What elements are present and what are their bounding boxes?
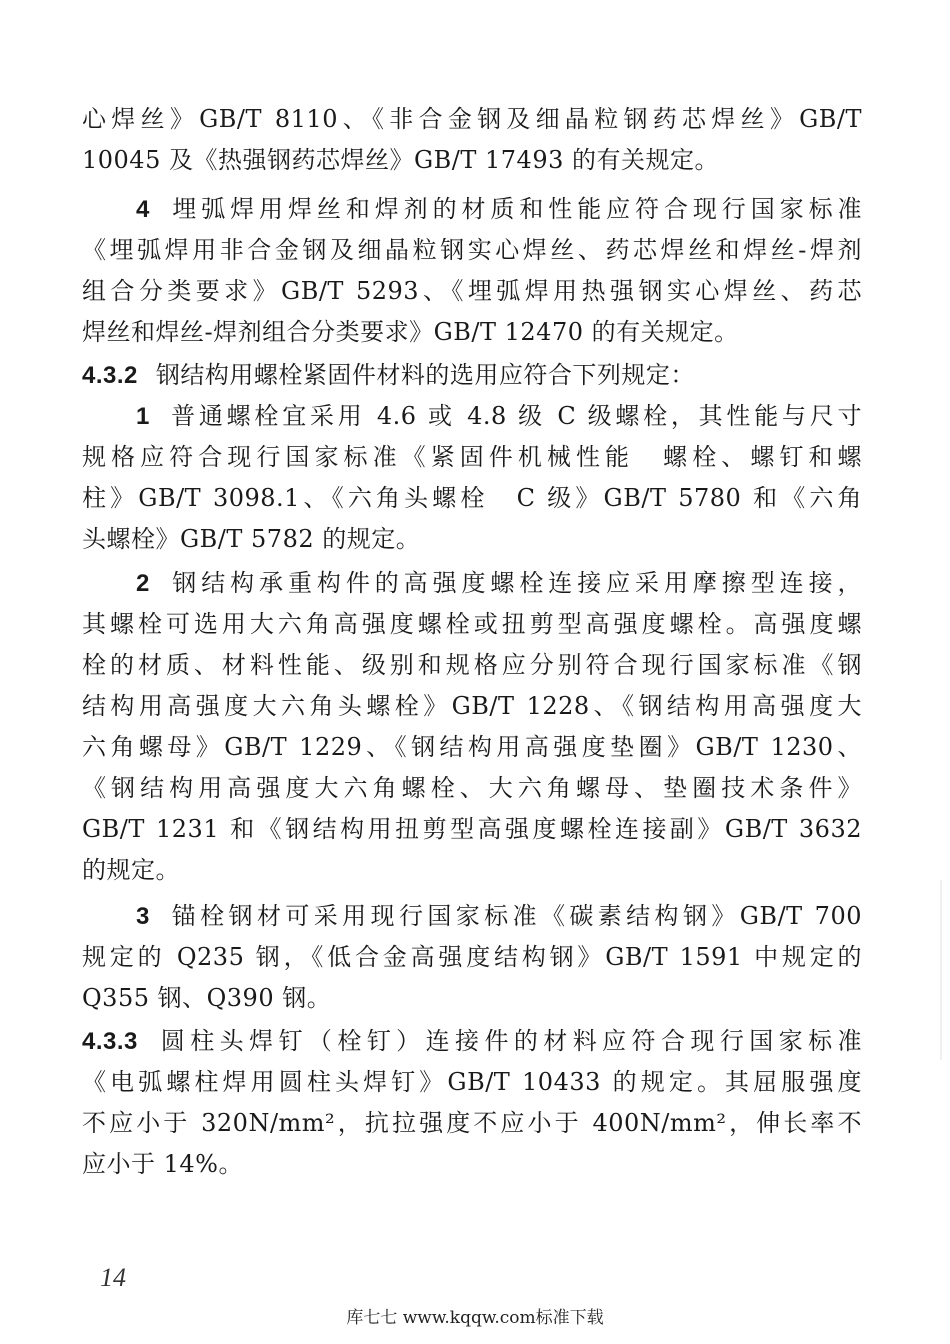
list-item-3: 3 锚栓钢材可采用现行国家标准《碳素结构钢》GB/T 700 [136, 902, 862, 930]
text-line: 规格应符合现行国家标准《紧固件机械性能 螺栓、螺钉和螺 [82, 443, 862, 471]
item-number: 1 [136, 403, 150, 430]
section-4-3-2: 4.3.2 钢结构用螺栓紧固件材料的选用应符合下列规定： [82, 361, 695, 389]
list-item-2: 2 钢结构承重构件的高强度螺栓连接应采用摩擦型连接， [136, 569, 862, 597]
text-line: 焊丝和焊丝-焊剂组合分类要求》GB/T 12470 的有关规定。 [82, 318, 739, 346]
text-line: 规定的 Q235 钢，《低合金高强度结构钢》GB/T 1591 中规定的 [82, 943, 862, 971]
text-line: Q355 钢、Q390 钢。 [82, 984, 332, 1012]
item-number: 2 [136, 570, 150, 597]
text-line: 组合分类要求》GB/T 5293、《埋弧焊用热强钢实心焊丝、药芯 [82, 277, 862, 305]
text-line: 不应小于 320N/mm²，抗拉强度不应小于 400N/mm²，伸长率不 [82, 1109, 862, 1137]
text-line: 应小于 14%。 [82, 1150, 243, 1178]
item-number: 3 [136, 903, 150, 930]
text-line: 《电弧螺柱焊用圆柱头焊钉》GB/T 10433 的规定。其屈服强度 [82, 1068, 862, 1096]
text-line: 栓的材质、材料性能、级别和规格应分别符合现行国家标准《钢 [82, 651, 862, 679]
scan-artifact [940, 880, 942, 1060]
watermark-footer: 库七七 www.kqqw.com标准下载 [346, 1308, 604, 1328]
section-number: 4.3.2 [82, 362, 138, 389]
text-line: 《钢结构用高强度大六角螺栓、大六角螺母、垫圈技术条件》 [82, 774, 862, 802]
text-line: 六角螺母》GB/T 1229、《钢结构用高强度垫圈》GB/T 1230、 [82, 733, 862, 761]
text-line: 头螺栓》GB/T 5782 的规定。 [82, 525, 421, 553]
text-line: 其螺栓可选用大六角高强度螺栓或扭剪型高强度螺栓。高强度螺 [82, 610, 862, 638]
text-line: 《埋弧焊用非合金钢及细晶粒钢实心焊丝、药芯焊丝和焊丝-焊剂 [82, 236, 862, 264]
text-line: 柱》GB/T 3098.1、《六角头螺栓 C 级》GB/T 5780 和《六角 [82, 484, 862, 512]
item-number: 4 [136, 196, 150, 223]
list-item-1: 1 普通螺栓宜采用 4.6 或 4.8 级 C 级螺栓，其性能与尺寸 [136, 402, 862, 430]
text-line: 10045 及《热强钢药芯焊丝》GB/T 17493 的有关规定。 [82, 146, 719, 174]
text-line: 的规定。 [82, 856, 180, 884]
list-item-4: 4 埋弧焊用焊丝和焊剂的材质和性能应符合现行国家标准 [136, 195, 862, 223]
text-line: GB/T 1231 和《钢结构用扭剪型高强度螺栓连接副》GB/T 3632 [82, 815, 862, 843]
page-number: 14 [100, 1263, 126, 1292]
section-4-3-3: 4.3.3 圆柱头焊钉（栓钉）连接件的材料应符合现行国家标准 [82, 1027, 862, 1055]
text-line: 结构用高强度大六角头螺栓》GB/T 1228、《钢结构用高强度大 [82, 692, 862, 720]
section-number: 4.3.3 [82, 1028, 138, 1055]
text-line: 心焊丝》GB/T 8110、《非合金钢及细晶粒钢药芯焊丝》GB/T [82, 105, 862, 133]
